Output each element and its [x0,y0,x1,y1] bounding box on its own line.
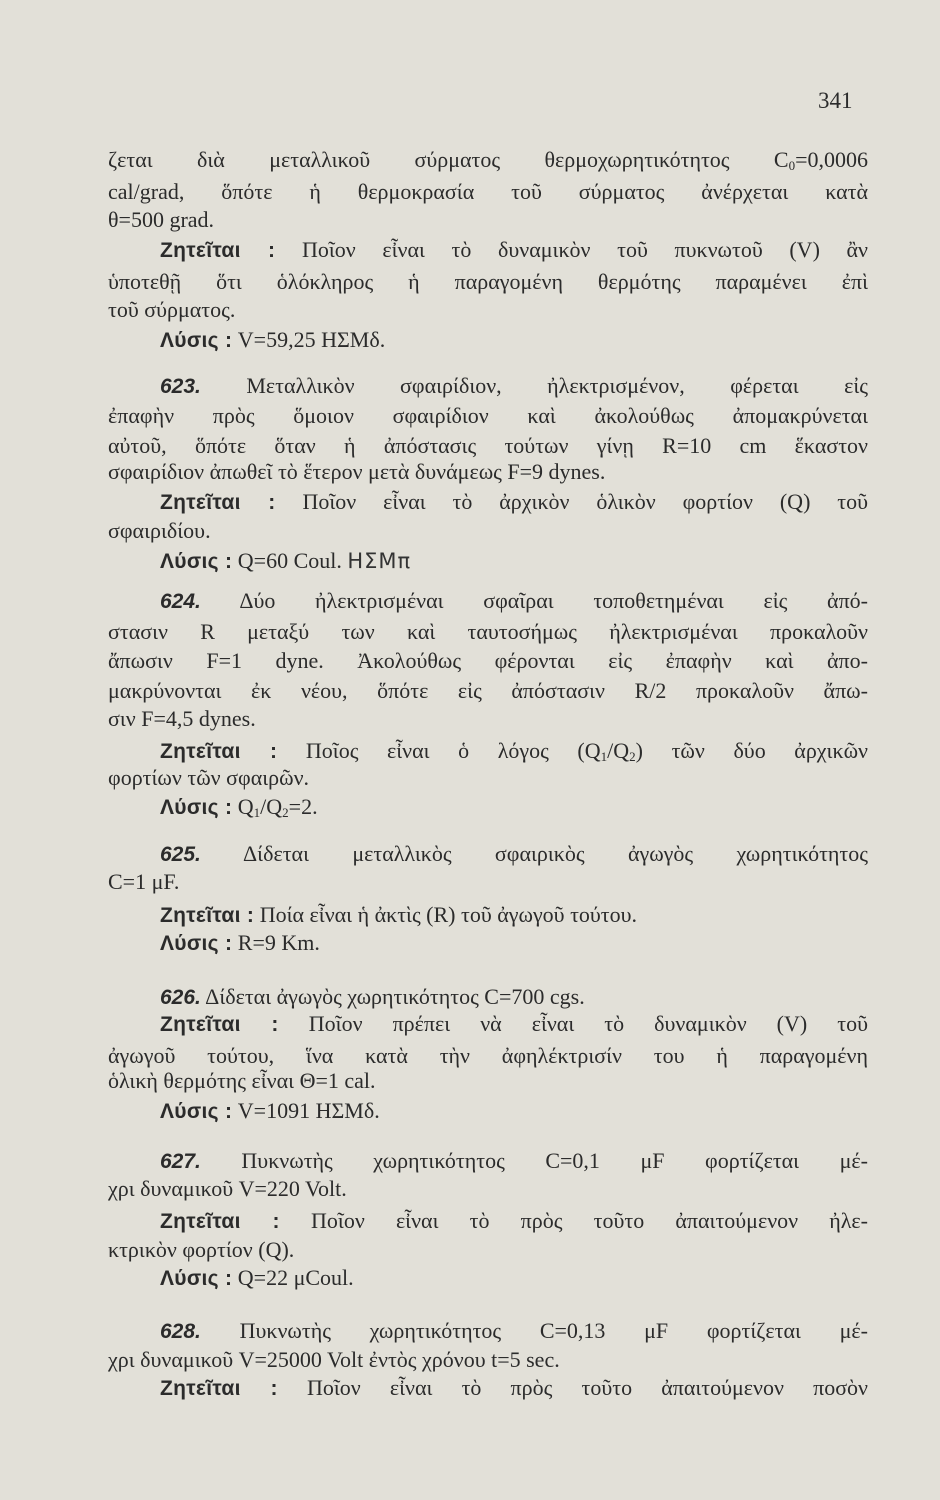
question-text: /Q [607,738,630,763]
question-line [160,489,868,516]
text-line: ἐπαφὴν πρὸς ὅμοιον σφαιρίδιον καὶ ἀκολούθως ἀπομακρύνεται [108,403,868,428]
question-line [160,1011,868,1038]
answer-label: Λύσις : [160,796,233,819]
text-line: ἀγωγοῦ τούτου, ἵνα κατὰ τὴν ἀφηλέκτρισίν του ἡ παραγομένη [108,1043,868,1068]
question-label: Ζητεῖται : [160,239,276,262]
text-fragment: Δίδεται μεταλλικὸς σφαιρικὸς ἀγωγὸς χωρητικότητος [243,841,868,866]
answer-text: Q=60 Coul. [237,548,342,573]
answer-text: /Q [260,794,283,819]
text-line: τοῦ σύρματος. [108,297,236,322]
text-line: φορτίων τῶν σφαιρῶν. [108,765,310,790]
subscript: 1 [600,749,608,764]
question-text: Ποῖον εἶναι τὸ πρὸς τοῦτο ἀπαιτούμενον ποσὸν [306,1375,868,1400]
answer-text: R=9 Km. [237,930,320,955]
text-line: σιν F=4,5 dynes. [108,706,256,731]
question-line [160,237,868,264]
text-line: θ=500 grad. [108,207,215,232]
problem-number: 626. [160,986,201,1009]
question-line [160,1208,868,1235]
answer-line [160,794,920,821]
question-label: Ζητεῖται : [160,904,255,927]
question-text: Ποία εἶναι ἡ ἀκτὶς (R) τοῦ ἀγωγοῦ τούτου. [259,902,638,927]
subscript: 1 [253,805,261,820]
problem-627 [160,1148,868,1175]
subscript: 2 [282,805,289,820]
problem-number: 624. [160,590,201,613]
text-line: αὐτοῦ, ὅπότε ὅταν ἡ ἀπόστασις τούτων γίνῃ R=10 cm ἕκαστον [108,433,868,458]
question-label: Ζητεῖται : [160,491,276,514]
text-fragment: ζεται διὰ μεταλλικοῦ σύρματος θερμοχωρητικότητος C [108,147,789,172]
text-fragment: Δύο ἠλεκτρισμέναι σφαῖραι τοποθετημέναι εἰς ἀπό- [239,588,869,613]
text-line: χρι δυναμικοῦ V=220 Volt. [108,1176,347,1201]
text-fragment: Πυκνωτὴς χωρητικότητος C=0,1 μF φορτίζεται μέ- [241,1148,869,1173]
answer-text: =2. [288,794,318,819]
answer-text: V=1091 ΗΣΜδ. [237,1098,380,1123]
text-line: C=1 μF. [108,869,180,894]
problem-623 [160,373,868,400]
subscript: 2 [629,749,636,764]
answer-label: Λύσις : [160,1100,233,1123]
text-line: ἄπωσιν F=1 dyne. Ἀκολούθως φέρονται εἰς ἐπαφὴν καὶ ἀπο- [108,648,868,673]
text-line: χρι δυναμικοῦ V=25000 Volt ἐντὸς χρόνου t=5 sec. [108,1347,560,1372]
problem-number: 628. [160,1320,201,1343]
problem-number: 623. [160,375,201,398]
question-line [160,1375,868,1402]
handwritten-note: ΗΣΜπ [347,549,412,573]
answer-line [160,1098,920,1125]
answer-line [160,548,920,575]
question-text: Ποῖον εἶναι τὸ ἀρχικὸν ὁλικὸν φορτίον (Q) τοῦ [302,489,869,514]
question-text: Ποῖον πρέπει νὰ εἶναι τὸ δυναμικὸν (V) τοῦ [308,1011,868,1036]
answer-text: Q [237,794,254,819]
problem-628 [160,1318,868,1345]
question-label: Ζητεῖται : [160,740,278,763]
problem-number: 627. [160,1150,201,1173]
question-label: Ζητεῖται : [160,1377,278,1400]
problem-626 [160,984,920,1011]
answer-line [160,327,920,354]
answer-text: Q=22 μCoul. [237,1265,354,1290]
text-line [108,147,868,173]
answer-line [160,1265,920,1292]
answer-label: Λύσις : [160,550,233,573]
text-line: ὁλικὴ θερμότης εἶναι Θ=1 cal. [108,1068,376,1093]
problem-624 [160,588,868,615]
text-line: στασιν R μεταξύ των καὶ ταυτοσήμως ἠλεκτρισμέναι προκαλοῦν [108,619,868,644]
text-line: ὑποτεθῇ ὅτι ὁλόκληρος ἡ παραγομένη θερμότης παραμένει ἐπὶ [108,269,868,294]
text-line: cal/grad, ὅπότε ἡ θερμοκρασία τοῦ σύρματος ἀνέρχεται κατὰ [108,179,868,204]
question-line [160,902,920,929]
text-fragment: Πυκνωτὴς χωρητικότητος C=0,13 μF φορτίζεται μέ- [239,1318,868,1343]
question-text: Ποῖος εἶναι ὁ λόγος (Q [305,738,601,763]
question-text: Ποῖον εἶναι τὸ δυναμικὸν τοῦ πυκνωτοῦ (V) ἂν [301,237,868,262]
subscript: 0 [788,158,796,173]
text-line: σφαιρίδιον ἀπωθεῖ τὸ ἕτερον μετὰ δυνάμεως F=9 dynes. [108,459,606,484]
text-fragment: Μεταλλικὸν σφαιρίδιον, ἠλεκτρισμένον, φέρεται εἰς [246,373,868,398]
problem-625 [160,841,868,868]
question-label: Ζητεῖται : [160,1013,279,1036]
text-fragment: Δίδεται ἀγωγὸς χωρητικότητος C=700 cgs. [205,984,585,1009]
answer-label: Λύσις : [160,329,233,352]
answer-line [160,930,920,957]
text-fragment: =0,0006 [795,147,868,172]
question-line [160,738,868,765]
question-label: Ζητεῖται : [160,1210,280,1233]
answer-label: Λύσις : [160,932,233,955]
answer-label: Λύσις : [160,1267,233,1290]
problem-number: 625. [160,843,201,866]
page-number: 341 [818,88,853,113]
answer-text: V=59,25 ΗΣΜδ. [237,327,386,352]
text-line: μακρύνονται ἐκ νέου, ὅπότε εἰς ἀπόστασιν R/2 προκαλοῦν ἄπω- [108,678,868,703]
question-text: ) τῶν δύο ἀρχικῶν [635,738,868,763]
question-text: Ποῖον εἶναι τὸ πρὸς τοῦτο ἀπαιτούμενον ἠλε- [311,1208,868,1233]
text-line: κτρικὸν φορτίον (Q). [108,1237,295,1262]
text-line: σφαιριδίου. [108,518,211,543]
